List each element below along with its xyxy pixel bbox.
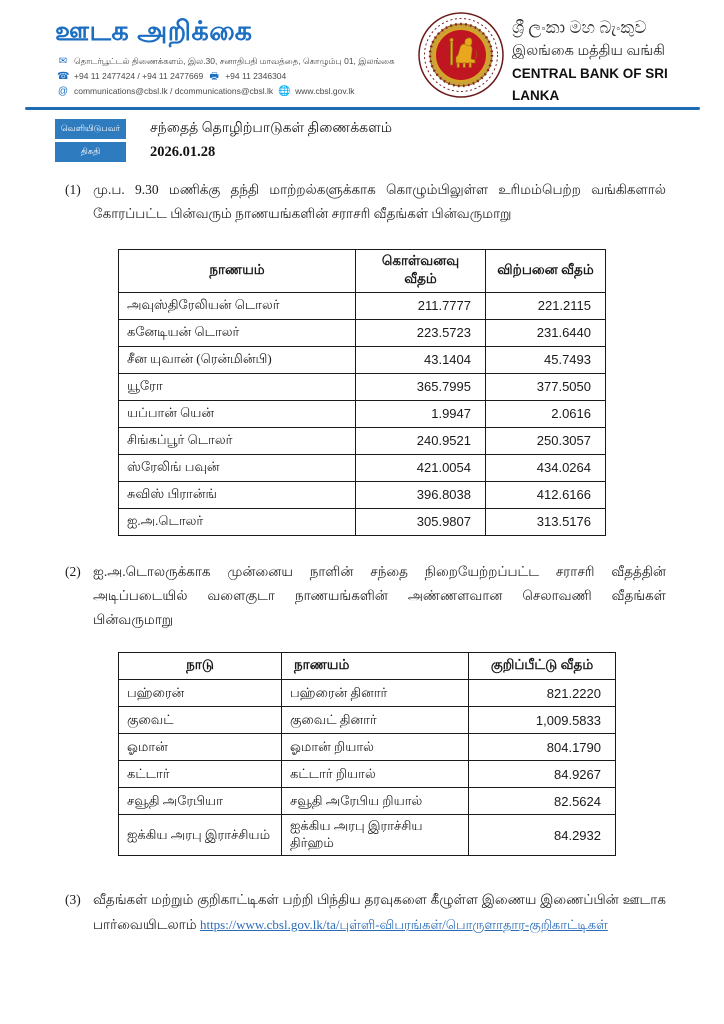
contact-block	[57, 54, 397, 99]
table-cell: 45.7493	[486, 346, 606, 373]
central-bank-logo-emblem	[417, 11, 505, 99]
bank-name-english: CENTRAL BANK OF SRI LANKA	[512, 66, 668, 103]
table-cell: கனேடியன் டொலர்	[119, 319, 356, 346]
table-row	[119, 680, 616, 707]
table-cell: யப்பான் யென்	[119, 400, 356, 427]
header	[0, 0, 724, 108]
paragraph-2-text: ஐ.அ.டொலருக்காக முன்னைய நாளின் சந்தை நிறையேற்றப்பட்ட சராசரி வீதத்தின் அடிப்படையில் வளைகுடா நாணயங்களின் அண்ணளவான செலாவணி வீதங்கள் பின்வருமாறு	[93, 563, 666, 628]
table-row	[119, 481, 606, 508]
table-row	[119, 292, 606, 319]
table-cell: சவூதி அரேபிய றியால்	[282, 788, 469, 815]
column-header-indicative-rate: குறிப்பீட்டு வீதம்	[469, 653, 616, 680]
website-text: www.cbsl.gov.lk	[295, 86, 355, 96]
email-icon: ✉	[58, 56, 68, 67]
table-cell: 821.2220	[469, 680, 616, 707]
phone-numbers: +94 11 2477424 / +94 11 2477669	[74, 71, 204, 81]
email-line	[57, 84, 397, 99]
masthead-title: ஊடக அறிக்கை	[55, 16, 253, 46]
table-row	[119, 707, 616, 734]
table-cell: 2.0616	[486, 400, 606, 427]
issued-by-row	[55, 119, 655, 139]
table-cell: பஹ்ரைன் தினார்	[282, 680, 469, 707]
paragraph-1-text: மு.ப. 9.30 மணிக்கு தந்தி மாற்றல்களுக்காக கொழும்பிலுள்ள உரிமம்பெற்ற வங்கிகளால் கோரப்பட்ட பின்வரும் நாணயங்களின் சராசரி வீதங்கள் பின்வருமாறு	[93, 182, 666, 222]
table-cell: 223.5723	[356, 319, 486, 346]
fax-icon: 🖶	[209, 71, 219, 82]
issued-by-label: வெளியிடுபவர்	[55, 119, 126, 139]
address-line	[57, 54, 397, 69]
table-cell: சீன யுவான் (ரென்மின்பி)	[119, 346, 356, 373]
table-cell: 221.2115	[486, 292, 606, 319]
column-header-selling-rate: விற்பனை வீதம்	[486, 249, 606, 292]
table-cell: ஓமான் றியால்	[282, 734, 469, 761]
table-cell: 250.3057	[486, 427, 606, 454]
paragraph-1	[65, 178, 666, 227]
table-row	[119, 454, 606, 481]
email-addresses: communications@cbsl.lk / dcommunications@cbsl.lk	[74, 86, 274, 96]
column-header-currency: நாணயம்	[282, 653, 469, 680]
table-row	[119, 319, 606, 346]
table-cell: அவுஸ்திரேலியன் டொலர்	[119, 292, 356, 319]
table-row	[119, 508, 606, 535]
table-cell: 82.5624	[469, 788, 616, 815]
paragraph-3-body: வீதங்கள் மற்றும் குறிகாட்டிகள் பற்றி பிந்திய தரவுகளை கீழுள்ள இணைய இணைப்பின் ஊடாக பார்வையிடலாம்	[93, 892, 666, 932]
globe-icon: 🌐	[278, 86, 291, 97]
exchange-table-header-row	[119, 249, 606, 292]
table-cell: 804.1790	[469, 734, 616, 761]
paragraph-2-number: (2)	[65, 563, 81, 579]
table-cell: 84.2932	[469, 815, 616, 856]
table-cell: 412.6166	[486, 481, 606, 508]
table-cell: யூரோ	[119, 373, 356, 400]
bank-names	[512, 16, 712, 107]
table-cell: 231.6440	[486, 319, 606, 346]
table-row	[119, 734, 616, 761]
table-cell: ஓமான்	[119, 734, 282, 761]
body-content	[0, 178, 724, 937]
cbsl-statistics-link[interactable]: https://www.cbsl.gov.lk/ta/புள்ளி-விபரங்கள்/பொருளாதார-குறிகாட்டிகள்	[199, 916, 608, 932]
column-header-buying-rate: கொள்வனவு வீதம்	[356, 249, 486, 292]
table-cell: 211.7777	[356, 292, 486, 319]
paragraph-3	[65, 888, 666, 937]
table-row	[119, 427, 606, 454]
paragraph-3-text	[93, 888, 666, 937]
gulf-currencies-table	[118, 652, 616, 856]
table-cell: சுவிஸ் பிரான்ங்	[119, 481, 356, 508]
table-cell: கட்டார் றியால்	[282, 761, 469, 788]
at-icon: @	[57, 86, 69, 97]
address-text: தொடர்பூட்டல் திணைக்களம், இல.30, சனாதிபதி மாவத்தை, கொழும்பு 01, இலங்கை	[74, 56, 395, 66]
table-cell: 1,009.5833	[469, 707, 616, 734]
table-cell: ஐக்கிய அரபு இராச்சியம்	[119, 815, 282, 856]
paragraph-2	[65, 560, 666, 633]
table-row	[119, 400, 606, 427]
central-bank-logo	[417, 11, 505, 99]
fax-number: +94 11 2346304	[225, 71, 287, 81]
table-cell: சவூதி அரேபியா	[119, 788, 282, 815]
table-cell: 305.9807	[356, 508, 486, 535]
table-cell: 240.9521	[356, 427, 486, 454]
table-cell: 396.8038	[356, 481, 486, 508]
header-divider	[25, 107, 700, 110]
table-cell: ஸ்ரேலிங் பவுன்	[119, 454, 356, 481]
column-header-currency: நாணயம்	[119, 249, 356, 292]
table-row	[119, 788, 616, 815]
phone-line	[57, 69, 397, 84]
date-value: 2026.01.28	[150, 143, 216, 160]
bank-name-sinhala: ශ්‍රී ලංකා මහ බැංකුව	[512, 18, 647, 37]
table-cell: குவைட் தினார்	[282, 707, 469, 734]
table-cell: 434.0264	[486, 454, 606, 481]
table-cell: பஹ்ரைன்	[119, 680, 282, 707]
release-meta	[55, 119, 655, 165]
phone-icon: ☎	[57, 71, 70, 82]
table-cell: ஐக்கிய அரபு இராச்சிய திர்ஹம்	[282, 815, 469, 856]
table-row	[119, 761, 616, 788]
table-cell: 84.9267	[469, 761, 616, 788]
column-header-country: நாடு	[119, 653, 282, 680]
gulf-table-header-row	[119, 653, 616, 680]
table-cell: 1.9947	[356, 400, 486, 427]
table-cell: 421.0054	[356, 454, 486, 481]
paragraph-3-number: (3)	[65, 892, 81, 908]
issued-by-value: சந்தைத் தொழிற்பாடுகள் திணைக்களம்	[150, 120, 393, 136]
table-cell: சிங்கப்பூர் டொலர்	[119, 427, 356, 454]
bank-name-tamil: இலங்கை மத்திய வங்கி	[512, 43, 665, 59]
table-cell: குவைட்	[119, 707, 282, 734]
table-cell: 365.7995	[356, 373, 486, 400]
table-cell: ஐ.அ.டொலர்	[119, 508, 356, 535]
paragraph-1-number: (1)	[65, 182, 81, 197]
table-row	[119, 373, 606, 400]
table-cell: 377.5050	[486, 373, 606, 400]
table-cell: 43.1404	[356, 346, 486, 373]
table-row	[119, 346, 606, 373]
exchange-rates-table	[118, 249, 606, 536]
table-cell: கட்டார்	[119, 761, 282, 788]
table-cell: 313.5176	[486, 508, 606, 535]
date-label: திகதி	[55, 142, 126, 162]
table-row	[119, 815, 616, 856]
date-row	[55, 142, 655, 162]
